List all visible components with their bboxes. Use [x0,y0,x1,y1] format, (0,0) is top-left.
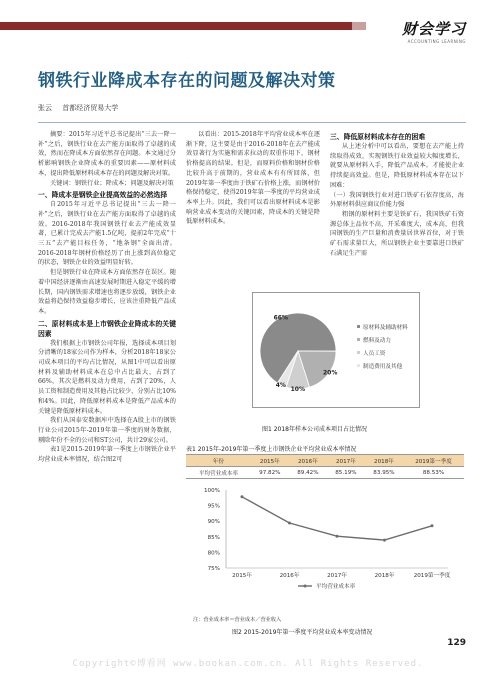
author-line [38,103,126,113]
journal-masthead [402,18,466,44]
legend-swatch [357,325,360,328]
legend-swatch [357,351,360,354]
x-tick-label: 2018年 [374,573,395,579]
author-affiliation: 首都经济贸易大学 [62,104,119,112]
table1 [186,454,464,479]
page-number: 129 [447,638,466,648]
y-tick-label: 80% [207,550,220,557]
subsection-heading: （一）我国钢铁行业对进口铁矿石依存度高，海外原材料供应商议价能力强 [330,191,464,209]
x-tick-label: 2016年 [279,573,300,579]
y-tick-label: 85% [207,534,220,541]
paragraph: 我们根据上市钢铁公司年报，选择成本项目划分清晰的18家公司作为样本，分析2018年18家公司成本项目的平均占比情况，从图1中可以看出原材料及辅助材料成本在总中占比最大，占到了66%，其次是燃料及动力费用，占到了20%，人员工资和制造费用及其他占比较少，分别占比10%和4%。因此，降低原材料成本是降低产品成本的关键是降低原材料成本。 [38,339,176,415]
figure1-caption: 图1 2018年样本公司成本项目占比情况 [262,426,367,433]
table-cell: 平均营业成本率 [186,467,251,479]
text-column-3 [330,130,464,258]
x-tick-label: 2017年 [327,573,347,579]
pie-value-label: 66% [273,314,288,322]
table-header-row [186,455,464,467]
legend-label: 人员工资 [363,351,386,357]
figure2-line-chart [186,482,464,612]
text-column-2 [186,130,320,227]
table-header-cell: 2016年 [289,455,327,467]
table-cell: 97.82% [251,467,289,479]
journal-subtitle: ACCOUNTING LEARNING [407,39,466,44]
x-tick-label: 2019第一季度 [413,573,451,579]
section-heading-3: 三、降低原材料成本存在的困难 [330,133,426,141]
x-tick-label: 2015年 [232,573,252,579]
table-cell: 88.53% [403,467,464,479]
paragraph: 但是钢铁行业在降成本方面依然存在误区。随着中国经济逐渐由高速发展时期进入稳定平缓的增长期，国内钢铁需求增速也将逐步放缓，钢铁企业效益将趋保持效益稳步增长，应该注重降低产品成本。 [38,269,176,315]
journal-logo: 财会学习 [401,20,466,38]
paragraph: 表1是2015-2019年第一季度上市钢铁企业平均营业成本率情况，结合图2可 [38,446,176,464]
table1-caption: 表1 2015年-2019年第一季度上市钢铁企业平均营业成本率情况 [186,446,357,453]
copyright-watermark: Copyright©博看网 www.bookan.com.cn. All Rights Reserved. [72,659,424,669]
legend-label: 平均营业成本率 [316,584,356,590]
paragraph: 粗钢的原材料主要是铁矿石，我国铁矿石资源总体上品位不高，开采难度大，成本高，但我国钢铁的生产巨量和消费量居世界首位，对于铁矿石需求量巨大，所以钢铁企业主要靠进口铁矿石满足生产需 [330,210,464,257]
table-cell: 89.42% [289,467,327,479]
legend-swatch [357,338,360,341]
figure1-pie-chart [252,292,420,408]
legend-swatch [357,364,360,367]
header-bar [0,22,352,30]
line-chart-svg [186,482,464,612]
legend-label: 燃料及动力 [363,338,391,344]
abstract: 摘要：2015年习近平总书记提出“三去一降一补”之后，钢铁行业在去产能方面取得了卓越的成效，然而在降成本方面依然存在问题。本文通过分析影响钢铁企业降成本的重要因素——原材料成本，提出降低原材料成本存在的问题及解决对策。 [38,131,176,177]
text-column-1 [38,130,176,465]
pie-value-label: 4% [275,382,286,390]
section-heading-1: 一、降成本是钢铁企业提高效益的必然选择 [38,191,168,200]
figure2-note: 注：营业成本率＝营业成本／营业收入 [193,617,282,623]
author-name: 张云 [38,104,52,112]
table-header-cell: 2018年 [365,455,403,467]
pie-value-label: 20% [322,369,338,377]
y-tick-label: 75% [207,566,220,572]
series-line [242,497,432,540]
table-header-cell: 年份 [186,455,251,467]
table-header-cell: 2017年 [327,455,365,467]
data-point [431,524,434,527]
legend-label: 原材料及辅助材料 [363,325,408,331]
table-header-cell: 2015年 [251,455,289,467]
legend-marker [304,585,307,588]
paragraph: 从上述分析中可以看出，要想在去产能上持续取得成效，实现钢铁行业效益较大幅度增长，就要从原材料入手，降低产品成本。才能使企业持续提高效益。但是，降低原材料成本存在以下困难： [330,143,464,189]
legend-label: 制造费用及其他 [363,364,403,370]
table-header-cell: 2019第一季度 [403,455,464,467]
article-title: 钢铁行业降成本存在的问题及解决对策 [38,71,336,91]
section-heading-2: 二、原材料成本是上市钢铁企业降成本的关键因素 [38,319,176,338]
data-point [288,522,291,525]
table-row [186,467,464,479]
data-point [241,495,244,498]
y-tick-label: 95% [207,503,220,510]
pie-value-label: 10% [290,385,305,393]
y-tick-label: 90% [207,519,220,526]
y-tick-label: 100% [204,488,220,494]
data-point [383,539,386,542]
table-cell: 83.95% [365,467,403,479]
keywords: 关键词：钢铁行业；降成本；问题及解决对策 [50,179,174,187]
paragraph: 我们从国泰安数据库中选择在A股上市的钢铁行业公司2015年-2019年第一季度的财务数据，剔除年份不全的公司和ST公司，共计29家公司。 [38,417,176,444]
data-point [336,535,339,538]
figure2-caption: 图2 2015-2019年第一季度平均营业成本率变动情况 [232,629,373,636]
paragraph: 自2015年习近平总书记提出“三去一降一补”之后，钢铁行业在去产能方面取得了卓越的成效。2016-2018年我国钢铁行业去产能成效显著，已累计完成去产能1.5亿吨，提前2年完成“十三五”去产能目标任务，“地条钢”全面出清。2016-2018年钢材价格经历了由上涨到高位稳定的状态，钢铁企业的效益明显好转。 [38,201,176,267]
pie-chart-svg [253,293,419,407]
title-divider [38,122,466,123]
table-cell: 85.19% [327,467,365,479]
paragraph: 以看出：2015-2018年平均营业成本率在逐渐下降，这主要是由于2016-2018年在去产能成效显著行为实施和需求拉动的双重作用下，钢材价格提高的结果。但是，而原料价格和钢材价格比较升高于前期的，营业成本有有所回落，但2019年第一季度由于铁矿石价格上涨，而钢材价格保持稳定，使得2019年第一季度的平均营业成本率上升。因此，我们可以看出原材料成本是影响营业成本变动的关键因素，降成本的关键是降低原材料成本。 [186,131,320,226]
